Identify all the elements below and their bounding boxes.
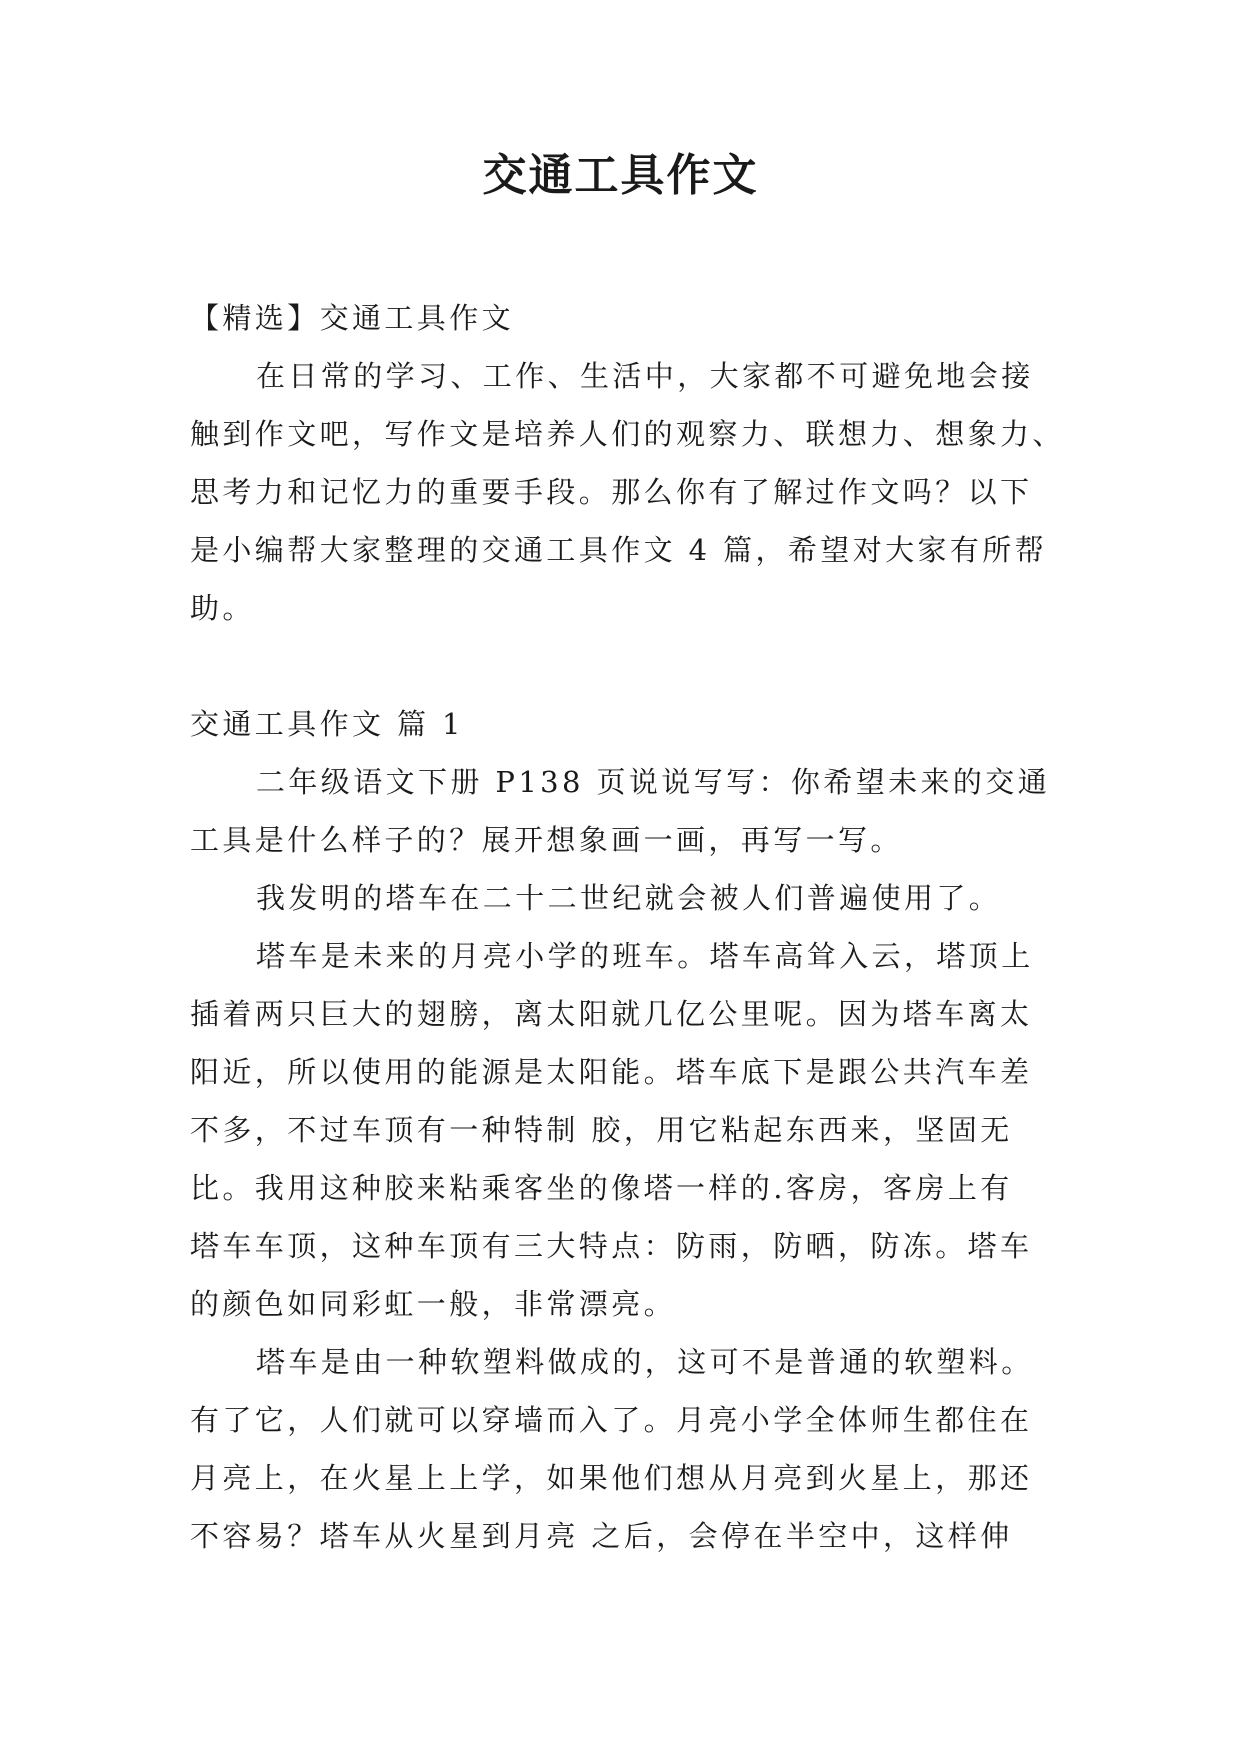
- paragraph-1: [190, 753, 1050, 869]
- text-line: 不多，不过车顶有一种特制 胶，用它粘起东西来，坚固无: [190, 1113, 1013, 1147]
- paragraph-3: [190, 927, 1050, 1333]
- intro-paragraph: [190, 347, 1065, 637]
- text-line: 二年级语文下册 P138 页说说写写：你希望未来的交通: [256, 765, 1051, 799]
- paragraph-4: [190, 1333, 1050, 1565]
- text-line: 阳近，所以使用的能源是太阳能。塔车底下是跟公共汽车差: [190, 1055, 1033, 1089]
- text-line: 助。: [190, 591, 255, 625]
- text-line: 月亮上，在火星上上学，如果他们想从月亮到火星上，那还: [190, 1461, 1033, 1495]
- text-line: 思考力和记忆力的重要手段。那么你有了解过作文吗？以下: [190, 475, 1033, 509]
- text-line: 比。我用这种胶来粘乘客坐的像塔一样的.客房，客房上有: [190, 1171, 1013, 1205]
- paragraph-2: [190, 869, 1050, 927]
- text-line: 是小编帮大家整理的交通工具作文 4 篇，希望对大家有所帮: [190, 533, 1048, 567]
- section-heading: 交通工具作文 篇 1: [190, 707, 464, 741]
- document-body: [190, 289, 1065, 1565]
- text-line: 在日常的学习、工作、生活中，大家都不可避免地会接: [256, 359, 1034, 393]
- text-line: 我发明的塔车在二十二世纪就会被人们普遍使用了。: [256, 881, 1002, 915]
- text-line: 塔车车顶，这种车顶有三大特点：防雨，防晒，防冻。塔车: [190, 1229, 1033, 1263]
- text-line: 有了它，人们就可以穿墙而入了。月亮小学全体师生都住在: [190, 1403, 1033, 1437]
- text-line: 触到作文吧，写作文是培养人们的观察力、联想力、想象力、: [190, 417, 1065, 451]
- text-line: 插着两只巨大的翅膀，离太阳就几亿公里呢。因为塔车离太: [190, 997, 1033, 1031]
- text-line: 塔车是未来的月亮小学的班车。塔车高耸入云，塔顶上: [256, 939, 1034, 973]
- text-line: 的颜色如同彩虹一般，非常漂亮。: [190, 1287, 677, 1321]
- subtitle: 【精选】交通工具作文: [190, 301, 515, 335]
- text-line: 工具是什么样子的？展开想象画一画，再写一写。: [190, 823, 903, 857]
- text-line: 不容易？塔车从火星到月亮 之后，会停在半空中，这样伸: [190, 1519, 1013, 1553]
- text-line: 塔车是由一种软塑料做成的，这可不是普通的软塑料。: [256, 1345, 1034, 1379]
- page-title: 交通工具作文: [482, 150, 759, 201]
